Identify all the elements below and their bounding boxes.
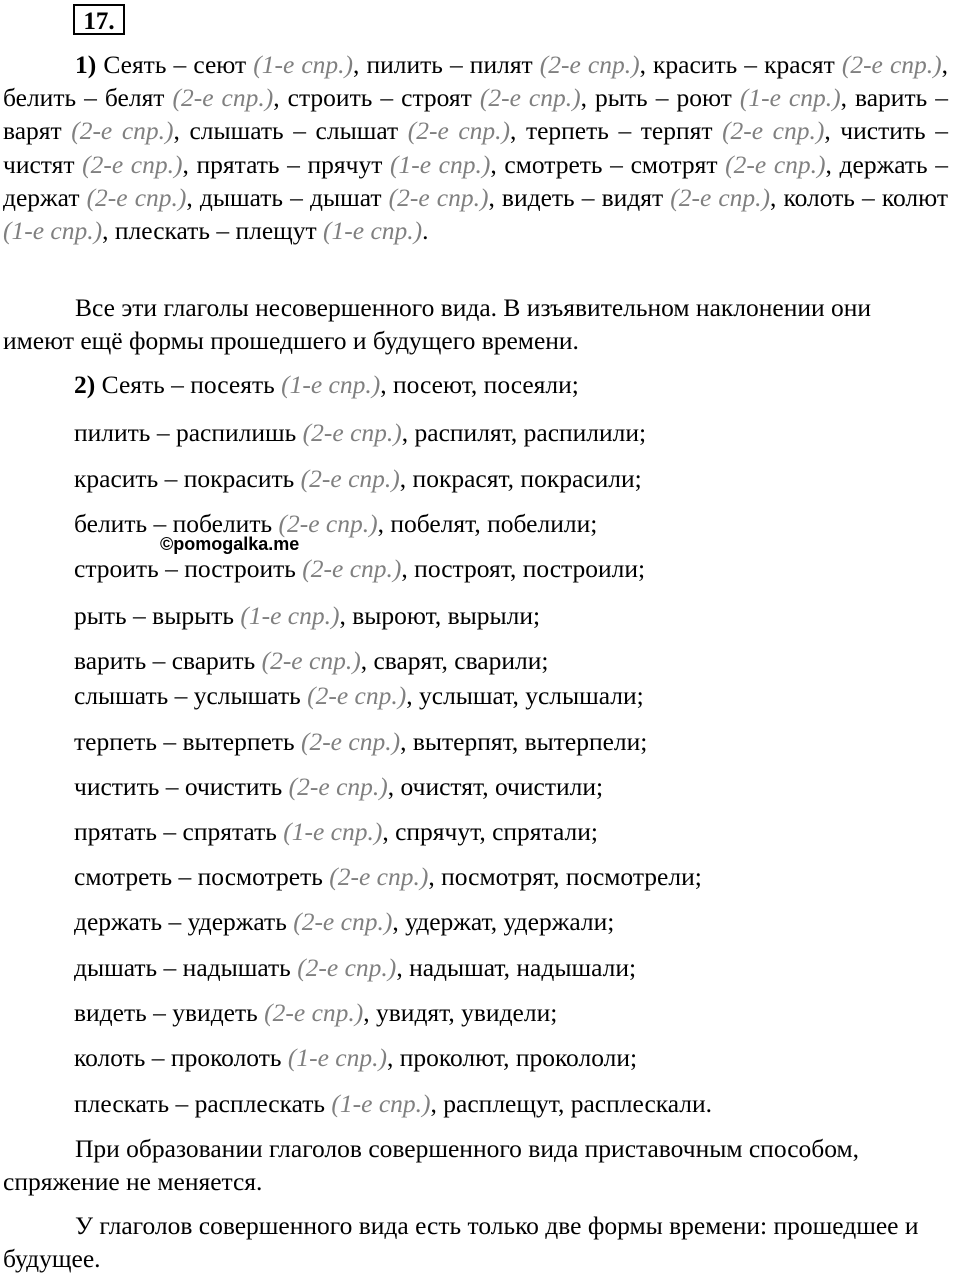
verb-forms: , услышат, услышали; xyxy=(406,681,644,710)
conjugation-hint: (1-е спр.) xyxy=(3,216,103,246)
part2-line xyxy=(74,1043,637,1073)
conjugation-hint: (2-е спр.) xyxy=(302,554,402,583)
verb-pair-text: строить – построить xyxy=(74,554,303,583)
verb-pair-text: рыть – вырыть xyxy=(74,601,241,630)
verb-forms: , выроют, вырыли; xyxy=(339,601,541,630)
part2-line xyxy=(74,953,636,983)
separator: , xyxy=(353,50,367,79)
part2-line xyxy=(74,907,614,937)
conjugation-hint: (2-е спр.) xyxy=(388,182,489,212)
conjugation-hint: (2-е спр.) xyxy=(293,907,393,936)
part1-paragraph xyxy=(3,48,948,247)
conjugation-hint: (2-е спр.) xyxy=(722,116,825,146)
verb-pair-text: колоть – проколоть xyxy=(74,1043,288,1072)
conjugation-hint: (2-е спр.) xyxy=(307,681,407,710)
verb-pair-text: варить – варят xyxy=(3,83,948,146)
part1-marker: 1) xyxy=(75,50,97,79)
verb-forms: , расплещут, расплескали. xyxy=(430,1089,713,1118)
verb-pair-text: красить – покрасить xyxy=(74,464,301,493)
verb-pair-text: держать – удержать xyxy=(74,907,294,936)
verb-pair-text: терпеть – терпят xyxy=(525,116,723,146)
conjugation-hint: (2-е спр.) xyxy=(288,772,388,801)
part2-line xyxy=(74,601,540,631)
conjugation-hint: (2-е спр.) xyxy=(841,50,942,79)
conjugation-hint: (2-е спр.) xyxy=(407,116,511,146)
separator: , xyxy=(182,149,197,179)
separator: . xyxy=(422,216,429,246)
part2-line xyxy=(74,1089,712,1119)
conjugation-hint: (2-е спр.) xyxy=(71,116,174,146)
separator: , xyxy=(580,83,596,113)
verb-pair-text: плескать – расплескать xyxy=(74,1089,332,1118)
separator: , xyxy=(186,182,200,212)
conjugation-hint: (2-е спр.) xyxy=(670,182,771,212)
verb-pair-text: строить – строят xyxy=(287,83,480,113)
separator: , xyxy=(102,216,115,246)
verb-pair-text: пилить – распилишь xyxy=(74,418,303,447)
verb-pair-text: Сеять – посеять xyxy=(95,370,282,399)
conjugation-hint: (2-е спр.) xyxy=(82,149,183,179)
verb-pair-text: варить – сварить xyxy=(74,646,262,675)
verb-pair-text: видеть – увидеть xyxy=(74,998,265,1027)
paragraph-tenses xyxy=(3,1210,948,1275)
part2-line xyxy=(74,646,548,676)
conjugation-hint: (2-е спр.) xyxy=(300,464,400,493)
verb-forms: , распилят, распилили; xyxy=(401,418,647,447)
separator: , xyxy=(825,149,840,179)
conjugation-hint: (2-е спр.) xyxy=(300,727,401,756)
conjugation-hint: (2-е спр.) xyxy=(172,83,274,113)
part2-line xyxy=(74,370,579,400)
verb-pair-text: дышать – надышать xyxy=(74,953,298,982)
part2-line xyxy=(74,418,646,448)
paragraph-tenses-text: У глаголов совершенного вида есть только две формы времени: прошедшее и будущее. xyxy=(3,1211,919,1273)
paragraph-aspect-text: Все эти глаголы несовершенного вида. В изъявительном наклонении они имеют ещё формы прошедшего и будущего времени. xyxy=(3,293,872,355)
verb-forms: , вытерпят, вытерпели; xyxy=(400,727,648,756)
conjugation-hint: (1-е спр.) xyxy=(281,370,381,399)
separator: , xyxy=(490,149,505,179)
conjugation-hint: (2-е спр.) xyxy=(725,149,826,179)
conjugation-hint: (2-е спр.) xyxy=(297,953,397,982)
part2-line xyxy=(74,727,647,757)
separator: , xyxy=(824,116,841,146)
verb-forms: , надышат, надышали; xyxy=(396,953,637,982)
verb-pair-text: терпеть – вытерпеть xyxy=(74,727,301,756)
conjugation-hint: (2-е спр.) xyxy=(264,998,364,1027)
verb-pair-text: пилить – пилят xyxy=(366,50,540,79)
paragraph-prefix xyxy=(3,1133,948,1198)
verb-pair-text: слышать – слышат xyxy=(189,116,408,146)
conjugation-hint: (2-е спр.) xyxy=(479,83,581,113)
conjugation-hint: (1-е спр.) xyxy=(253,50,354,79)
verb-forms: , увидят, увидели; xyxy=(363,998,558,1027)
separator: , xyxy=(639,50,654,79)
verb-forms: , проколют, прокололи; xyxy=(387,1043,638,1072)
part2-marker: 2) xyxy=(74,370,96,399)
verb-forms: , очистят, очистили; xyxy=(387,772,604,801)
conjugation-hint: (1-е спр.) xyxy=(323,216,423,246)
part2-line xyxy=(74,464,642,494)
verb-pair-text: рыть – роют xyxy=(595,83,740,113)
conjugation-hint: (2-е спр.) xyxy=(329,862,429,891)
separator: , xyxy=(941,50,949,79)
verb-pair-text: смотреть – смотрят xyxy=(504,149,726,179)
verb-pair-text: колоть – колют xyxy=(783,182,948,212)
verb-forms: , побелят, побелили; xyxy=(377,509,598,538)
conjugation-hint: (2-е спр.) xyxy=(261,646,361,675)
separator: , xyxy=(510,116,526,146)
conjugation-hint: (2-е спр.) xyxy=(278,509,378,538)
separator: , xyxy=(488,182,502,212)
verb-pair-text: слышать – услышать xyxy=(74,681,308,710)
part2-line xyxy=(74,862,702,892)
verb-pair-text: красить – красят xyxy=(653,50,842,79)
verb-pair-text: Сеять – сеют xyxy=(96,50,254,79)
verb-pair-text: чистить – чистят xyxy=(3,116,948,179)
part2-line xyxy=(74,554,645,584)
verb-forms: , удержат, удержали; xyxy=(392,907,615,936)
verb-pair-text: белить – белят xyxy=(3,83,173,113)
part2-line xyxy=(74,998,557,1028)
separator: , xyxy=(840,83,856,113)
verb-pair-text: видеть – видят xyxy=(501,182,671,212)
verb-pair-text: дышать – дышат xyxy=(199,182,389,212)
verb-pair-text: чистить – очистить xyxy=(74,772,289,801)
verb-forms: , посмотрят, посмотрели; xyxy=(428,862,702,891)
watermark: ©pomogalka.me xyxy=(160,534,300,554)
verb-pair-text: прятать – спрятать xyxy=(74,817,284,846)
conjugation-hint: (1-е спр.) xyxy=(331,1089,431,1118)
verb-forms: , покрасят, покрасили; xyxy=(399,464,642,493)
exercise-number: 17. xyxy=(73,4,125,35)
part2-line xyxy=(74,681,644,711)
conjugation-hint: (2-е спр.) xyxy=(539,50,640,79)
verb-pair-text: плескать – плещут xyxy=(114,216,324,246)
verb-forms: , построят, построили; xyxy=(401,554,646,583)
verb-forms: , спрячут, спрятали; xyxy=(382,817,598,846)
verb-forms: , посеют, посеяли; xyxy=(380,370,579,399)
separator: , xyxy=(173,116,190,146)
separator: , xyxy=(273,83,288,113)
conjugation-hint: (2-е спр.) xyxy=(86,182,187,212)
paragraph-prefix-text: При образовании глаголов совершенного вида приставочным способом, спряжение не меняется. xyxy=(3,1134,860,1196)
conjugation-hint: (1-е спр.) xyxy=(283,817,383,846)
conjugation-hint: (1-е спр.) xyxy=(390,149,491,179)
separator: , xyxy=(770,182,784,212)
conjugation-hint: (1-е спр.) xyxy=(739,83,841,113)
verb-pair-text: белить – побелить xyxy=(74,509,279,538)
conjugation-hint: (2-е спр.) xyxy=(302,418,402,447)
verb-pair-text: держать – держат xyxy=(3,149,949,212)
conjugation-hint: (1-е спр.) xyxy=(287,1043,387,1072)
part2-line xyxy=(74,509,597,539)
conjugation-hint: (1-е спр.) xyxy=(240,601,340,630)
verb-pair-text: прятать – прячут xyxy=(196,149,390,179)
verb-pair-text: смотреть – посмотреть xyxy=(74,862,330,891)
verb-forms: , сварят, сварили; xyxy=(360,646,549,675)
part2-line xyxy=(74,817,598,847)
part2-line xyxy=(74,772,603,802)
paragraph-aspect xyxy=(3,292,948,357)
